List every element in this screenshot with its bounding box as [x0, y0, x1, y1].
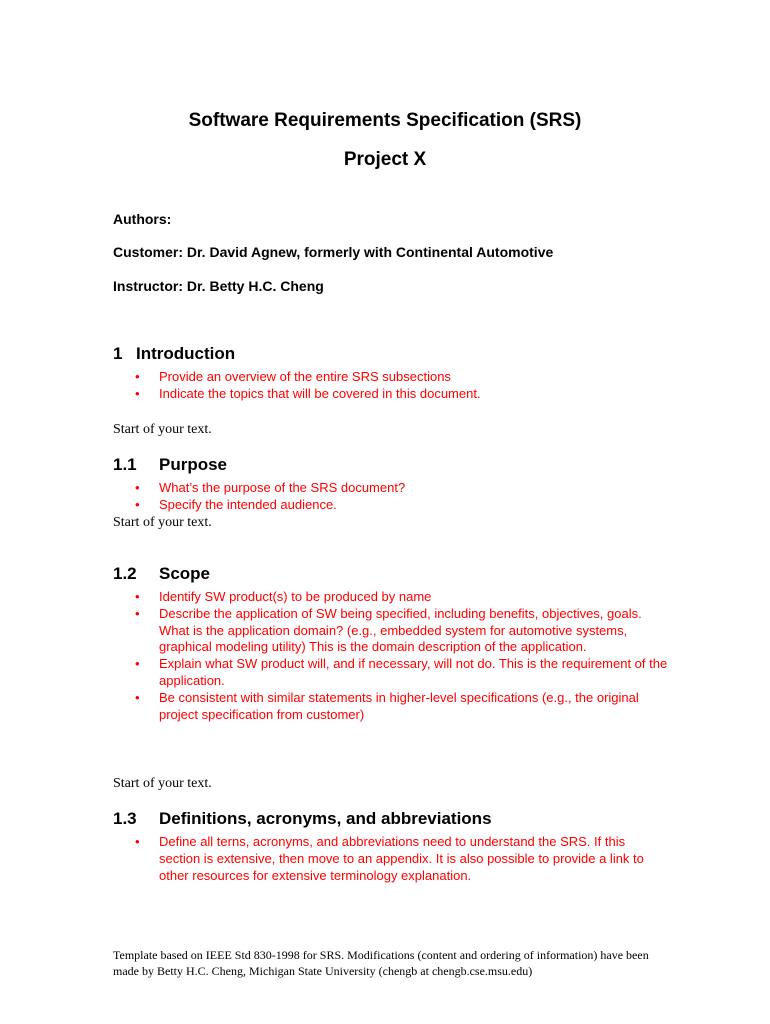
- definitions-guidance-list: [0, 834, 669, 884]
- section-title: Introduction: [136, 344, 236, 363]
- list-item: • Specify the intended audience.: [0, 497, 669, 514]
- scope-guidance-list: [0, 589, 669, 723]
- section-number: 1: [113, 344, 123, 363]
- list-item: • Provide an overview of the entire SRS subsections: [0, 369, 669, 386]
- list-item: • Explain what SW product will, and if necessary, will not do. This is the requirement of the application.: [0, 656, 669, 690]
- instructor-line: Instructor: Dr. Betty H.C. Cheng: [113, 278, 324, 294]
- list-item: • Indicate the topics that will be covered in this document.: [0, 386, 669, 403]
- section-number: 1.3: [113, 809, 137, 828]
- section-title: Purpose: [159, 455, 228, 474]
- list-item: • What’s the purpose of the SRS document?: [0, 480, 669, 497]
- introduction-guidance-list: [0, 369, 669, 403]
- list-item: • Be consistent with similar statements in higher-level specifications (e.g., the original project specification from customer): [0, 690, 669, 724]
- list-item: • Identify SW product(s) to be produced by name: [0, 589, 669, 606]
- purpose-body-text: Start of your text.: [113, 515, 212, 530]
- scope-body-text: Start of your text.: [113, 776, 212, 791]
- introduction-body-text: Start of your text.: [113, 422, 212, 437]
- section-heading-scope: [113, 564, 210, 584]
- document-subtitle: Project X: [343, 149, 427, 170]
- section-heading-purpose: [113, 455, 227, 475]
- section-title: Scope: [159, 564, 211, 583]
- section-heading-definitions: [113, 809, 492, 829]
- customer-line: Customer: Dr. David Agnew, formerly with Continental Automotive: [113, 244, 554, 260]
- document-title: Software Requirements Specification (SRS): [188, 110, 582, 131]
- page-footer-note: Template based on IEEE Std 830-1998 for SRS. Modifications (content and ordering of information) have been made by Betty H.C. Cheng, Michigan State University (chengb at chengb.cse.msu.edu): [113, 948, 649, 978]
- section-number: 1.2: [113, 564, 137, 583]
- authors-label: Authors:: [113, 211, 172, 227]
- list-item: • Define all terns, acronyms, and abbreviations need to understand the SRS. If this section is extensive, then move to an appendix. It is also possible to provide a link to other resources for extensive terminology explanation.: [0, 834, 669, 884]
- section-number: 1.1: [113, 455, 137, 474]
- section-title: Definitions, acronyms, and abbreviations: [159, 809, 492, 828]
- section-heading-introduction: [113, 344, 235, 364]
- list-item: • Describe the application of SW being specified, including benefits, objectives, goals. What is the application domain? (e.g., embedded system for automotive systems, graphical modeling utility) This is the domain description of the application.: [0, 606, 669, 656]
- purpose-guidance-list: [0, 480, 669, 514]
